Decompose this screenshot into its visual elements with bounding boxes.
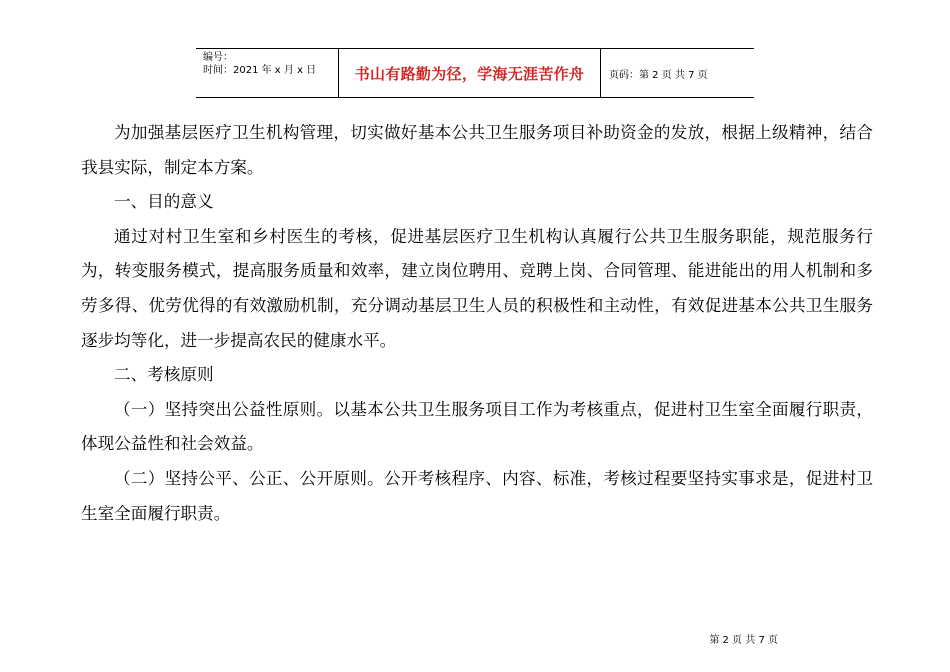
section-heading-purpose: 一、目的意义 [114,192,214,212]
paragraph-principle-1: （一）坚持突出公益性原则。以基本公共卫生服务项目工作为考核重点，促进村卫生室全面履行职责，体现公益性和社会效益。 [81,399,873,454]
header-time-label: 时间：2021 年 x 月 x 日 [203,65,317,76]
page-footer: 第 2 页 共 7 页 [709,635,778,646]
header-page-label: 页码：第 2 页 共 7 页 [609,69,708,81]
paragraph-purpose: 通过对村卫生室和乡村医生的考核，促进基层医疗卫生机构认真履行公共卫生服务职能，规范服务行为，转变服务模式，提高服务质量和效率，建立岗位聘用、竞聘上岗、合同管理、能进能出的用人机制和多劳多得、优劳优得的有效激励机制，充分调动基层卫生人员的积极性和主动性，有效促进基本公共卫生服务逐步均等化，进一步提高农民的健康水平。 [81,226,873,350]
header-motto-cell [339,49,601,97]
header-motto: 书山有路勤为径，学海无涯苦作舟 [354,64,585,83]
document-header [196,48,754,98]
paragraph-principle-2: （二）坚持公平、公正、公开原则。公开考核程序、内容、标准，考核过程要坚持实事求是，促进村卫生室全面履行职责。 [81,468,873,523]
document-body [81,116,873,531]
section-heading-principles: 二、考核原则 [114,365,214,385]
paragraph-intro: 为加强基层医疗卫生机构管理，切实做好基本公共卫生服务项目补助资金的发放，根据上级精神，结合我县实际，制定本方案。 [81,123,873,177]
header-page-cell [601,49,754,97]
header-meta-cell [196,49,339,97]
header-number-label: 编号： [203,52,233,63]
